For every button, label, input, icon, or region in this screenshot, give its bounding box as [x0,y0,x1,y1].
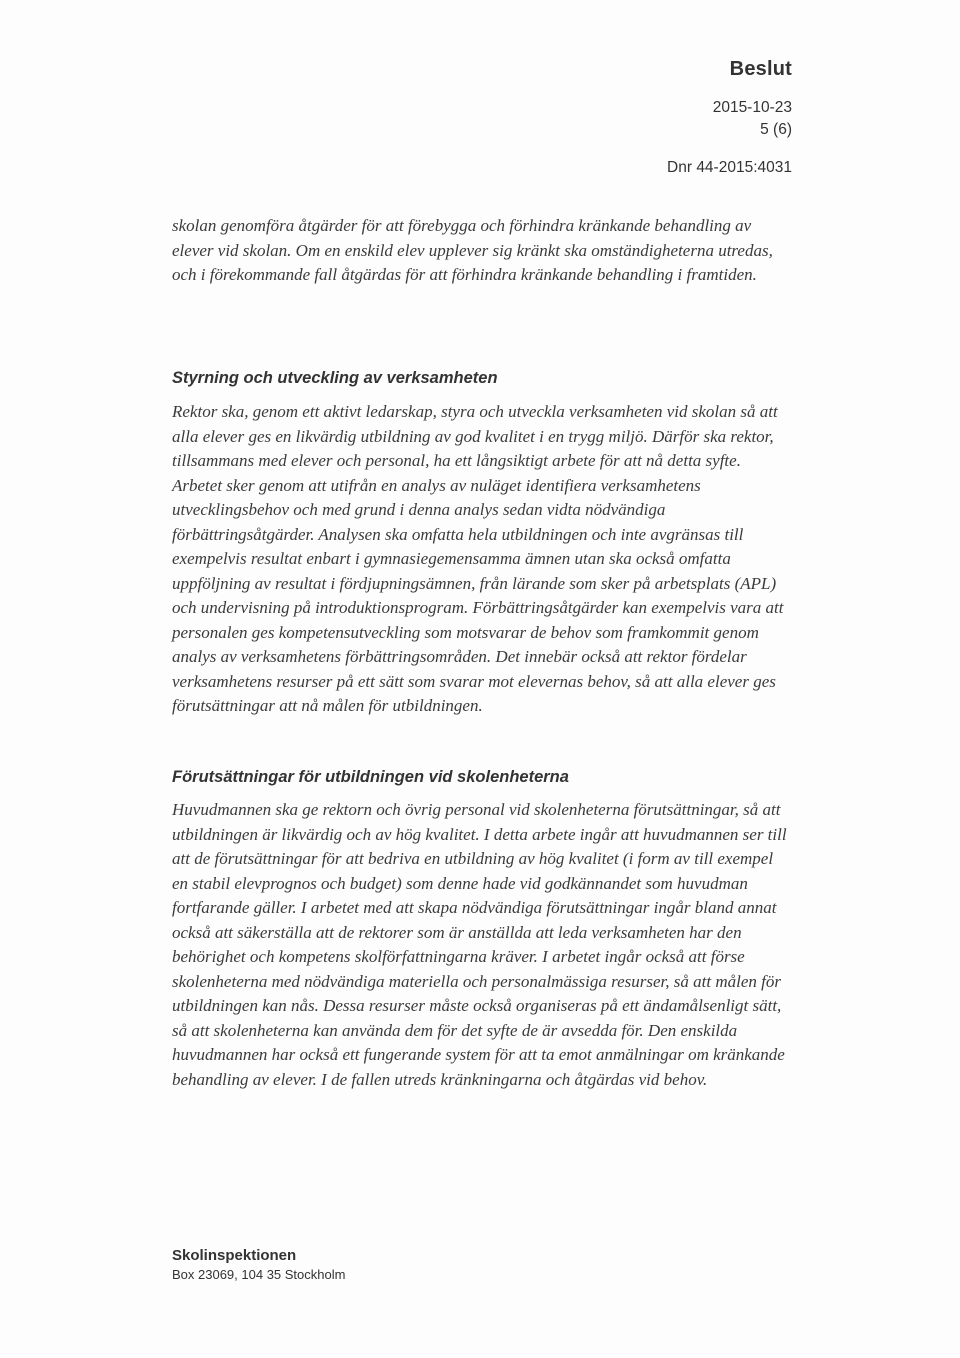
organization-name: Skolinspektionen [172,1247,297,1264]
section-text-styrning: Rektor ska, genom ett aktivt ledarskap, styra och utveckla verksamheten vid skolan så att alla elever ges en likvärdig utbildning av god kvalitet i en trygg miljö. Därför ska rektor, tillsammans med elever och personal, ha ett långsiktigt arbete för att nå detta syfte. Arbetet sker genom att utifrån en analys av nuläget identifiera verksamhetens utvecklingsbehov och med grund i denna analys sedan vidta nödvändiga förbättringsåtgärder. Analysen ska omfatta hela utbildningen och inte avgränsas till exempelvis resultat enbart i gymnasiegemensamma ämnen utan ska också omfatta uppföljning av resultat i fördjupningsämnen, från lärande som sker på arbetsplats (APL) och undervisning på introduktionsprogram. Förbättringsåtgärder kan exempelvis vara att personalen ges kompetensutveckling som motsvarar de behov som framkommit genom analys av verksamhetens förbättringsområden. Det innebär också att rektor fördelar verksamhetens resurser på ett sätt som svarar mot elevernas behov, så att alla elever ges förutsättningar att nå målen för utbildningen. [172,402,784,715]
section-heading-styrning: Styrning och utveckling av verksamheten [172,369,498,387]
document-date: 2015-10-23 [712,99,792,116]
registration-number: Dnr 44-2015:4031 [667,159,792,176]
organization-address: Box 23069, 104 35 Stockholm [172,1267,346,1282]
page-number: 5 (6) [760,121,792,138]
document-header [667,58,792,179]
section-text-forutsattningar: Huvudmannen ska ge rektorn och övrig personal vid skolenheterna förutsättningar, så att utbildningen är likvärdig och av hög kvalitet. I detta arbete ingår att huvudmannen ser till att de förutsättningar för att bedriva en utbildning av hög kvalitet (i form av till exempel en stabil elevprognos och budget) som denne hade vid godkännandet som huvudman fortfarande gäller. I arbetet med att skapa nödvändiga förutsättningar ingår bland annat också att säkerställa att de rektorer som är anställda att leda verksamheten har den behörighet och kompetens skolförfattningarna kräver. I arbetet ingår också att förse skolenheterna med nödvändiga materiella och personalmässiga resurser, så att målen för utbildningen kan nås. Dessa resurser måste också organiseras på ett ändamålsenligt sätt, så att skolenheterna kan använda dem för det syfte de är avsedda för. Den enskilda huvudmannen har också ett fungerande system för att ta emot anmälningar om kränkande behandling av elever. I de fallen utreds kränkningarna och åtgärdas vid behov. [172,800,787,1089]
document-type: Beslut [729,58,792,80]
document-footer [172,1246,345,1284]
intro-paragraph: skolan genomföra åtgärder för att förebygga och förhindra kränkande behandling av elever vid skolan. Om en enskild elev upplever sig kränkt ska omständigheterna utredas, och i förekommande fall åtgärdas för att förhindra kränkande behandling i framtiden. [172,216,773,284]
section-heading-forutsattningar: Förutsättningar för utbildningen vid skolenheterna [172,768,569,786]
